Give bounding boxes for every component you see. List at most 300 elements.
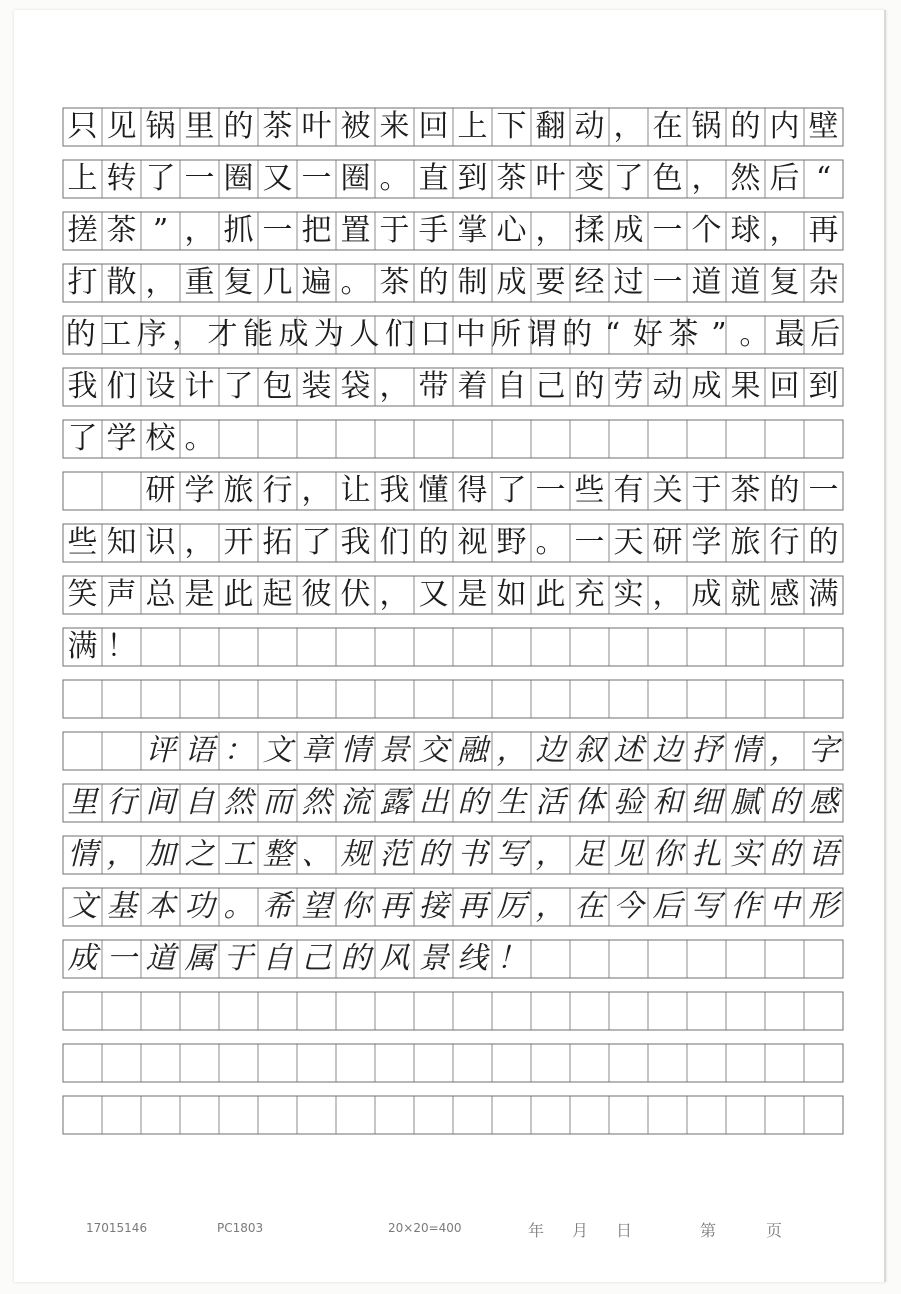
text-char: ，	[184, 525, 215, 560]
text-char: ，	[379, 369, 410, 404]
text-char: 规	[340, 837, 371, 872]
text-char: 起	[262, 577, 293, 612]
text-char: 交	[418, 733, 449, 768]
text-char: 细	[691, 785, 722, 820]
text-char: 锅	[145, 109, 176, 144]
text-char	[102, 733, 141, 771]
text-line	[63, 888, 843, 926]
text-char: ，	[145, 265, 176, 300]
text-char	[63, 473, 102, 511]
text-char: 的	[457, 785, 488, 820]
text-char: 此	[535, 577, 566, 612]
text-char: 见	[106, 109, 137, 144]
text-char: 边	[535, 733, 566, 768]
text-char: 述	[613, 733, 644, 768]
text-char: 复	[769, 265, 800, 300]
text-line	[63, 680, 843, 718]
text-char: 拓	[262, 525, 293, 560]
text-char: 的	[769, 473, 800, 508]
text-char: 研	[145, 473, 176, 508]
text-char: 生	[496, 785, 527, 820]
text-char: 语	[808, 837, 839, 872]
text-char: 中	[455, 317, 486, 352]
text-char: 动	[574, 109, 605, 144]
text-char: 重	[184, 265, 215, 300]
text-char: 只	[67, 109, 98, 144]
text-char: 作	[730, 889, 761, 924]
text-line	[63, 368, 843, 406]
text-char: 们	[379, 525, 410, 560]
text-char: 学	[184, 473, 215, 508]
text-char: 感	[808, 785, 839, 820]
text-line	[63, 940, 843, 978]
text-char: 的	[808, 525, 839, 560]
text-char: 遍	[301, 265, 332, 300]
text-char: 充	[574, 577, 605, 612]
text-char: 于	[223, 941, 254, 976]
text-char: 。	[223, 889, 254, 924]
text-char: 动	[652, 369, 683, 404]
text-char: 实	[613, 577, 644, 612]
text-char: 得	[457, 473, 488, 508]
text-char: 道	[730, 265, 761, 300]
text-char: 景	[418, 941, 449, 976]
text-char: 知	[106, 525, 137, 560]
text-char: 色	[652, 161, 683, 196]
text-char: 工	[223, 837, 254, 872]
text-char: 后	[652, 889, 683, 924]
text-char: 经	[574, 265, 605, 300]
text-char: 识	[145, 525, 176, 560]
text-char: 情	[67, 837, 98, 872]
text-char: 研	[652, 525, 683, 560]
text-char: 的	[574, 369, 605, 404]
text-char: 一	[652, 265, 683, 300]
text-char: 满	[808, 577, 839, 612]
text-char: 掌	[457, 213, 488, 248]
text-char: 的	[418, 837, 449, 872]
text-char: 劳	[613, 369, 644, 404]
text-char: 叶	[535, 161, 566, 196]
text-char: 然	[223, 785, 254, 820]
text-char: 开	[223, 525, 254, 560]
text-char: 在	[574, 889, 605, 924]
text-char: 你	[652, 837, 683, 872]
text-char: 所	[491, 317, 522, 352]
text-char: 后	[810, 317, 841, 352]
text-char: 们	[384, 317, 415, 352]
text-char: 果	[730, 369, 761, 404]
text-char: 些	[67, 525, 98, 560]
text-char: 的	[65, 317, 96, 352]
text-char: 一	[535, 473, 566, 508]
text-char: 叙	[574, 733, 605, 768]
text-char: 壁	[808, 109, 839, 144]
text-char: 上	[457, 109, 488, 144]
text-char: ：	[223, 733, 254, 768]
text-char: 活	[535, 785, 566, 820]
text-char	[63, 733, 102, 771]
text-char: 的	[418, 265, 449, 300]
text-char: 谓	[526, 317, 557, 352]
text-char: 带	[418, 369, 449, 404]
text-char: 望	[301, 889, 332, 924]
text-char: 我	[340, 525, 371, 560]
text-char: 一	[106, 941, 137, 976]
text-char: 手	[418, 213, 449, 248]
text-char: 验	[613, 785, 644, 820]
text-char: 的	[223, 109, 254, 144]
text-char: 笑	[67, 577, 98, 612]
text-char: 球	[730, 213, 761, 248]
text-char: 厉	[496, 889, 527, 924]
text-char: 打	[67, 265, 98, 300]
text-char: 之	[184, 837, 215, 872]
text-line	[63, 212, 843, 250]
text-char: 如	[496, 577, 527, 612]
text-char: ！	[496, 941, 527, 976]
text-char: 制	[457, 265, 488, 300]
text-char: 、	[301, 837, 332, 872]
text-char: 属	[184, 941, 215, 976]
text-char: 散	[106, 265, 137, 300]
text-char: 包	[262, 369, 293, 404]
text-char: 转	[106, 161, 137, 196]
text-char: 下	[496, 109, 527, 144]
text-char: 了	[67, 421, 98, 456]
text-char: ”	[711, 317, 727, 352]
text-char: 于	[379, 213, 410, 248]
text-char: 己	[535, 369, 566, 404]
text-char: 。	[184, 421, 215, 456]
text-char: 出	[418, 785, 449, 820]
text-char: 一	[184, 161, 215, 196]
footer-code: 17015146	[86, 1221, 148, 1235]
text-char: 体	[574, 785, 605, 820]
text-char: ，	[379, 577, 410, 612]
text-char: 融	[457, 733, 488, 768]
text-char: 茶	[668, 317, 699, 352]
text-char: 旅	[223, 473, 254, 508]
text-char: 此	[223, 577, 254, 612]
text-char: ，	[652, 577, 683, 612]
text-char: 着	[457, 369, 488, 404]
text-char: 是	[184, 577, 215, 612]
text-char: 于	[691, 473, 722, 508]
text-char: 成	[691, 577, 722, 612]
text-char: 边	[652, 733, 683, 768]
text-char: 些	[574, 473, 605, 508]
text-char: 间	[145, 785, 176, 820]
text-char: 最	[774, 317, 805, 352]
text-char: ，	[496, 733, 527, 768]
text-char: 揉	[574, 213, 605, 248]
text-char: 能	[242, 317, 273, 352]
text-char: 一	[262, 213, 293, 248]
text-char: ，	[535, 837, 566, 872]
text-char: 杂	[808, 265, 839, 300]
text-char: 写	[496, 837, 527, 872]
text-char: 再	[808, 213, 839, 248]
text-char: 又	[262, 161, 293, 196]
text-char: 里	[184, 109, 215, 144]
text-char: 茶	[379, 265, 410, 300]
text-char: 道	[145, 941, 176, 976]
text-char: ，	[184, 213, 215, 248]
text-char: “	[604, 317, 621, 352]
text-char: 茶	[262, 109, 293, 144]
text-char: 茶	[106, 213, 137, 248]
text-char: 回	[769, 369, 800, 404]
text-char: 成	[613, 213, 644, 248]
text-char: 就	[730, 577, 761, 612]
text-char: 然	[301, 785, 332, 820]
text-char: 本	[145, 889, 176, 924]
text-char: 个	[691, 213, 722, 248]
text-char: 序	[136, 317, 167, 352]
text-char: 好	[632, 317, 663, 352]
text-char: 后	[769, 161, 800, 196]
text-char: 实	[730, 837, 761, 872]
text-char: 接	[418, 889, 449, 924]
text-char: 回	[418, 109, 449, 144]
text-char: 计	[184, 369, 215, 404]
text-char: 人	[349, 317, 380, 352]
text-char: 然	[730, 161, 761, 196]
text-char: ，	[535, 213, 566, 248]
text-char: 形	[808, 889, 839, 924]
text-char: 彼	[301, 577, 332, 612]
text-char: 过	[613, 265, 644, 300]
text-char: 要	[535, 265, 566, 300]
text-char: 文	[262, 733, 293, 768]
text-char: 直	[418, 161, 449, 196]
text-char: 行	[262, 473, 293, 508]
text-line	[63, 836, 843, 874]
text-char: 有	[613, 473, 644, 508]
text-char: ，	[172, 317, 203, 352]
text-char: 袋	[340, 369, 371, 404]
text-line	[63, 160, 843, 198]
text-char: 文	[67, 889, 98, 924]
text-char: 的	[730, 109, 761, 144]
text-char: 我	[67, 369, 98, 404]
text-char: 学	[106, 421, 137, 456]
text-char: ，	[535, 889, 566, 924]
text-char: 的	[340, 941, 371, 976]
text-char: 露	[379, 785, 410, 820]
text-char: 到	[457, 161, 488, 196]
text-char: 一	[808, 473, 839, 508]
text-char: 为	[313, 317, 344, 352]
text-char: 一	[301, 161, 332, 196]
text-char: 一	[574, 525, 605, 560]
text-char: 上	[67, 161, 98, 196]
text-char: 抒	[691, 733, 722, 768]
footer-page: 第 页	[700, 1221, 789, 1240]
text-line	[63, 108, 843, 146]
footer-grid-spec: 20×20=400	[388, 1221, 462, 1235]
text-char: 流	[340, 785, 371, 820]
text-char: 成	[67, 941, 98, 976]
text-char: 你	[340, 889, 371, 924]
footer-model: PC1803	[217, 1221, 264, 1235]
text-char: 行	[106, 785, 137, 820]
text-char: 道	[691, 265, 722, 300]
text-char: 设	[145, 369, 176, 404]
text-char: 内	[769, 109, 800, 144]
text-char: 和	[652, 785, 683, 820]
text-char: 整	[262, 837, 293, 872]
text-char: 心	[496, 213, 527, 248]
text-char: 的	[562, 317, 593, 352]
text-char: 把	[301, 213, 332, 248]
text-char: 了	[496, 473, 527, 508]
text-char: 自	[184, 785, 215, 820]
text-char: 中	[769, 889, 800, 924]
text-char: 们	[106, 369, 137, 404]
text-char: 写	[691, 889, 722, 924]
text-char: 我	[379, 473, 410, 508]
text-char: 在	[652, 109, 683, 144]
text-char: 了	[223, 369, 254, 404]
text-char: 。	[739, 317, 770, 352]
text-char: 置	[340, 213, 371, 248]
text-char: 基	[106, 889, 137, 924]
text-char: 了	[301, 525, 332, 560]
text-char: 变	[574, 161, 605, 196]
text-line	[63, 420, 843, 458]
text-char: 几	[262, 265, 293, 300]
text-char: ！	[106, 629, 137, 664]
text-char: 视	[457, 525, 488, 560]
text-char: 线	[457, 941, 488, 976]
text-char: 翻	[535, 109, 566, 144]
text-char: 成	[691, 369, 722, 404]
text-char: 伏	[340, 577, 371, 612]
text-char: 叶	[301, 109, 332, 144]
text-char: 语	[184, 733, 215, 768]
text-char: 见	[613, 837, 644, 872]
text-char: ”	[152, 213, 169, 248]
text-char: 书	[457, 837, 488, 872]
text-char: 的	[769, 785, 800, 820]
text-char: 圈	[340, 161, 371, 196]
text-char: 。	[340, 265, 371, 300]
text-char: 己	[301, 941, 332, 976]
text-char: 情	[340, 733, 371, 768]
text-char: 。	[379, 161, 410, 196]
text-char: 扎	[691, 837, 722, 872]
text-char: 而	[262, 785, 293, 820]
text-char: 到	[808, 369, 839, 404]
text-char: 校	[145, 421, 176, 456]
text-line	[63, 264, 843, 302]
text-char: ，	[106, 837, 137, 872]
text-line	[63, 576, 843, 614]
text-char: 自	[496, 369, 527, 404]
text-char: 复	[223, 265, 254, 300]
text-char: 景	[379, 733, 410, 768]
text-char: 。	[535, 525, 566, 560]
text-char: 抓	[223, 213, 254, 248]
text-char: 风	[379, 941, 410, 976]
text-char: 感	[769, 577, 800, 612]
text-char: 足	[574, 837, 605, 872]
text-char: 章	[301, 733, 332, 768]
text-line	[63, 524, 843, 562]
text-char: 是	[457, 577, 488, 612]
text-char: 评	[145, 733, 176, 768]
text-char: 圈	[223, 161, 254, 196]
text-char: 满	[67, 629, 98, 664]
text-char: ，	[691, 161, 722, 196]
text-char: 总	[145, 577, 176, 612]
text-char: 加	[145, 837, 176, 872]
text-char: 茶	[496, 161, 527, 196]
text-char: 又	[418, 577, 449, 612]
text-char: 让	[340, 473, 371, 508]
text-char: “	[815, 161, 832, 196]
text-line	[63, 732, 843, 770]
text-char: 来	[379, 109, 410, 144]
text-char: 茶	[730, 473, 761, 508]
text-char: 口	[420, 317, 451, 352]
text-char: 行	[769, 525, 800, 560]
text-line	[63, 628, 843, 666]
text-char: 今	[613, 889, 644, 924]
text-char: 旅	[730, 525, 761, 560]
text-char: 自	[262, 941, 293, 976]
text-char: 一	[652, 213, 683, 248]
text-line	[63, 316, 843, 354]
text-char: 懂	[418, 473, 449, 508]
text-char: ，	[769, 213, 800, 248]
text-char: 里	[67, 785, 98, 820]
footer-date: 年 月 日	[528, 1221, 639, 1240]
text-char: 了	[613, 161, 644, 196]
text-char: ，	[769, 733, 800, 768]
text-char: 再	[457, 889, 488, 924]
text-char: 的	[769, 837, 800, 872]
text-line	[63, 784, 843, 822]
text-char: 搓	[67, 213, 98, 248]
text-char: 再	[379, 889, 410, 924]
text-char: 字	[808, 733, 839, 768]
text-char: 学	[691, 525, 722, 560]
text-char: 情	[730, 733, 761, 768]
text-char: 成	[278, 317, 309, 352]
text-line	[63, 472, 843, 510]
text-char: 锅	[691, 109, 722, 144]
text-char: 被	[340, 109, 371, 144]
text-char: 关	[652, 473, 683, 508]
text-char: 工	[101, 317, 132, 352]
text-char: 了	[145, 161, 176, 196]
text-char	[102, 473, 141, 511]
text-char: 装	[301, 369, 332, 404]
text-char: 成	[496, 265, 527, 300]
text-char: 才	[207, 317, 238, 352]
text-char: ，	[301, 473, 332, 508]
text-char: 的	[418, 525, 449, 560]
text-char: 野	[496, 525, 527, 560]
text-char: 功	[184, 889, 215, 924]
text-char: 腻	[730, 785, 761, 820]
text-char: 范	[379, 837, 410, 872]
text-char: 声	[106, 577, 137, 612]
text-char: 天	[613, 525, 644, 560]
